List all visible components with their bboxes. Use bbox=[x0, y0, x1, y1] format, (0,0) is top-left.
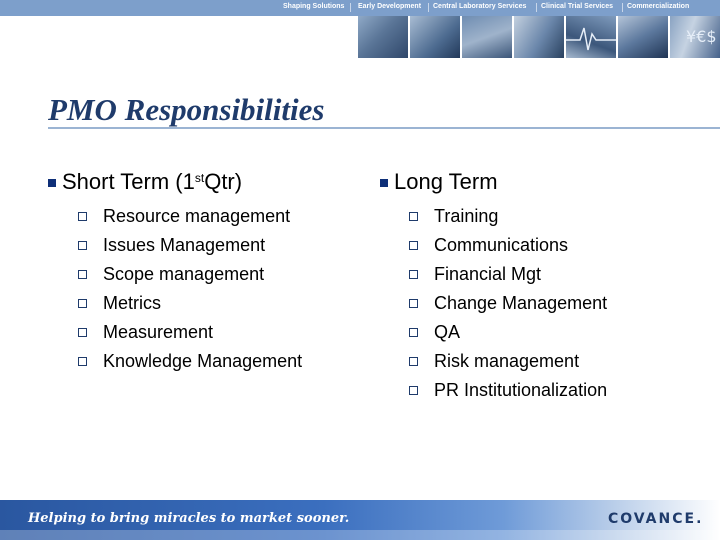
checkbox-bullet-icon bbox=[78, 270, 87, 279]
list-item bbox=[78, 260, 302, 289]
top-navigation-bar bbox=[0, 0, 720, 16]
list-item-label: Training bbox=[434, 206, 499, 226]
nav-early-development[interactable]: Early Development bbox=[358, 3, 422, 10]
list-item bbox=[409, 231, 607, 260]
checkbox-bullet-icon bbox=[78, 212, 87, 221]
list-item-label: Change Management bbox=[434, 293, 608, 313]
list-item-label: Knowledge Management bbox=[103, 351, 303, 371]
list-item bbox=[78, 289, 302, 318]
nav-commercialization[interactable]: Commercialization bbox=[627, 3, 690, 10]
nav-separator bbox=[536, 3, 537, 12]
checkbox-bullet-icon bbox=[409, 328, 418, 337]
list-item-label: Measurement bbox=[103, 322, 214, 342]
checkbox-bullet-icon bbox=[409, 241, 418, 250]
header-photo bbox=[410, 16, 460, 58]
slide-title: PMO Responsibilities bbox=[48, 92, 325, 127]
checkbox-bullet-icon bbox=[409, 270, 418, 279]
long-term-heading bbox=[380, 168, 607, 196]
list-item bbox=[78, 347, 302, 376]
list-item bbox=[78, 318, 302, 347]
header-photo bbox=[462, 16, 512, 58]
long-term-list bbox=[409, 202, 607, 405]
nav-separator bbox=[428, 3, 429, 12]
nav-separator bbox=[622, 3, 623, 12]
short-term-column bbox=[48, 168, 302, 376]
list-item-label: Metrics bbox=[103, 293, 161, 313]
checkbox-bullet-icon bbox=[409, 386, 418, 395]
long-term-heading-text: Long Term bbox=[394, 169, 498, 194]
list-item bbox=[409, 202, 607, 231]
footer-tagline: Helping to bring miracles to market sooner. bbox=[28, 511, 350, 526]
header-photo bbox=[618, 16, 668, 58]
short-term-heading-tail: Qtr) bbox=[204, 169, 243, 194]
list-item bbox=[409, 347, 607, 376]
checkbox-bullet-icon bbox=[78, 328, 87, 337]
list-item-label: Resource management bbox=[103, 206, 291, 226]
checkbox-bullet-icon bbox=[78, 241, 87, 250]
checkbox-bullet-icon bbox=[78, 357, 87, 366]
list-item bbox=[409, 318, 607, 347]
header-photo-heartbeat bbox=[566, 16, 616, 58]
list-item bbox=[78, 231, 302, 260]
list-item bbox=[78, 202, 302, 231]
checkbox-bullet-icon bbox=[78, 299, 87, 308]
short-term-heading-text: Short Term (1 bbox=[62, 169, 195, 194]
checkbox-bullet-icon bbox=[409, 212, 418, 221]
list-item bbox=[409, 289, 607, 318]
list-item-label: Scope management bbox=[103, 264, 265, 284]
nav-separator bbox=[350, 3, 351, 12]
square-bullet-icon bbox=[48, 179, 56, 187]
header-photo-currency bbox=[670, 16, 720, 58]
checkbox-bullet-icon bbox=[409, 299, 418, 308]
checkbox-bullet-icon bbox=[409, 357, 418, 366]
short-term-heading: Short Term (1 $^{st}$ Qtr) bbox=[48, 168, 302, 196]
header-photo-strip bbox=[358, 16, 720, 58]
header-photo bbox=[514, 16, 564, 58]
list-item-label: Communications bbox=[434, 235, 569, 255]
list-item-label: Issues Management bbox=[103, 235, 266, 255]
square-bullet-icon bbox=[380, 179, 388, 187]
list-item bbox=[409, 376, 607, 405]
short-term-list bbox=[78, 202, 302, 376]
covance-logo: COVANCE. bbox=[608, 511, 704, 527]
svg-text:¥€$: ¥€$ bbox=[686, 27, 717, 46]
nav-shaping-solutions[interactable]: Shaping Solutions bbox=[283, 3, 345, 10]
list-item-label: Risk management bbox=[434, 351, 580, 371]
title-divider bbox=[48, 127, 720, 129]
list-item-label: Financial Mgt bbox=[434, 264, 542, 284]
nav-clinical-trial-services[interactable]: Clinical Trial Services bbox=[541, 3, 613, 10]
list-item bbox=[409, 260, 607, 289]
footer-band bbox=[0, 530, 720, 540]
list-item-label: QA bbox=[434, 322, 461, 342]
nav-central-laboratory-services[interactable]: Central Laboratory Services bbox=[433, 3, 527, 10]
list-item-label: PR Institutionalization bbox=[434, 380, 608, 400]
header-photo bbox=[358, 16, 408, 58]
long-term-column bbox=[380, 168, 607, 405]
